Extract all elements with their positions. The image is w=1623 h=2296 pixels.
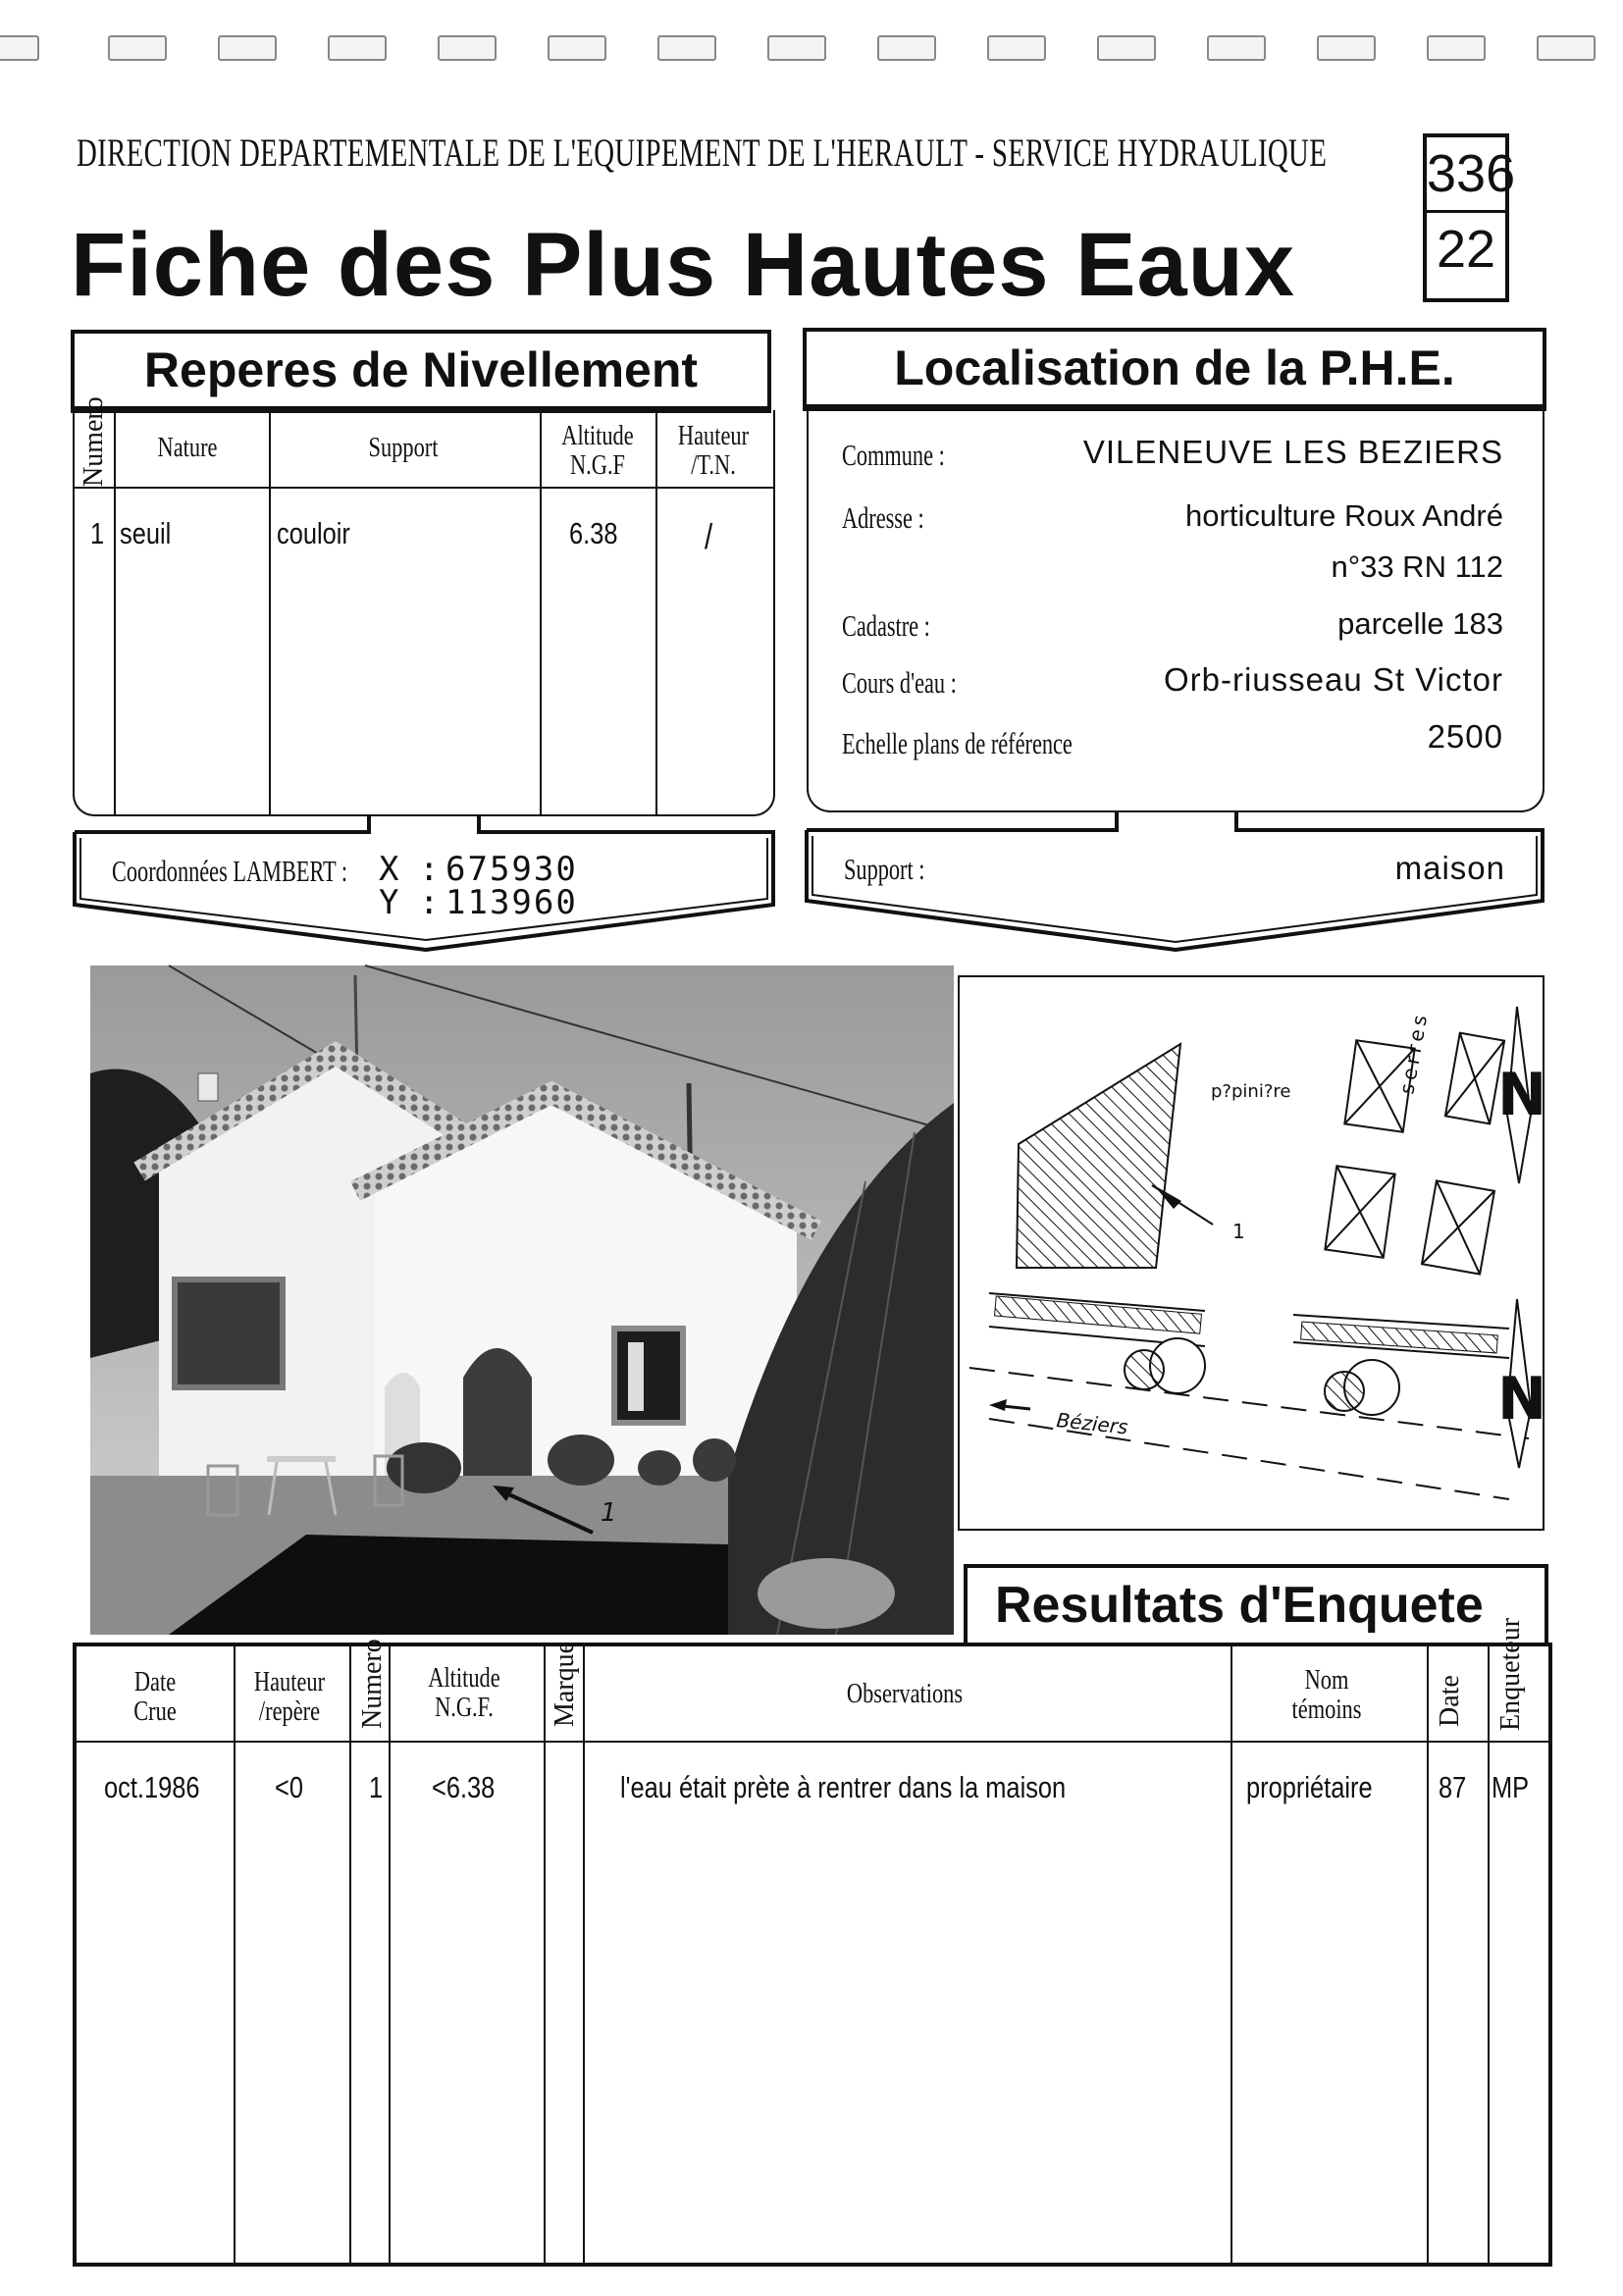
binder-hole: [548, 35, 606, 61]
coordinates-label: Coordonnées LAMBERT :: [112, 854, 348, 888]
cours-label: Cours d'eau :: [842, 665, 957, 700]
col-altitude: Altitude N.G.F: [561, 421, 634, 481]
enquete-title: Resultats d'Enquete: [995, 1577, 1484, 1634]
binder-hole: [218, 35, 277, 61]
enquete-table: [73, 1643, 1552, 2267]
adresse-line-2: n°33 RN 112: [1331, 549, 1503, 584]
row-temoins: propriétaire: [1246, 1770, 1373, 1804]
row-date: 87: [1439, 1770, 1467, 1804]
row-nature: seuil: [120, 516, 172, 550]
x-value: 675930: [445, 850, 578, 889]
adresse-label: Adresse :: [842, 500, 924, 535]
binder-hole: [0, 35, 39, 61]
binder-hole: [657, 35, 716, 61]
beziers-label: Béziers: [1055, 1408, 1129, 1439]
row-numero: 1: [369, 1770, 384, 1804]
echelle-label: Echelle plans de référence: [842, 726, 1073, 760]
binder-hole: [1537, 35, 1596, 61]
binder-hole: [328, 35, 387, 61]
col-nom-temoins: Nom témoins: [1291, 1665, 1362, 1725]
photo-marker: 1: [601, 1498, 617, 1528]
north-label-1: N: [1497, 1061, 1547, 1129]
support-value: maison: [1394, 850, 1505, 886]
echelle-value: 2500: [1427, 718, 1503, 755]
row-observations: l'eau était prète à rentrer dans la maison: [620, 1770, 1067, 1804]
row-hauteur: /: [705, 516, 713, 556]
binder-hole: [1207, 35, 1266, 61]
col-nature: Nature: [157, 433, 218, 463]
cadastre-label: Cadastre :: [842, 608, 930, 643]
cours-value: Orb-riusseau St Victor: [1163, 661, 1503, 698]
col-date-crue: Date Crue: [133, 1667, 177, 1727]
binder-hole: [767, 35, 826, 61]
col-numero: Numero: [79, 396, 109, 487]
binder-hole: [1427, 35, 1486, 61]
y-label: Y :: [379, 883, 440, 922]
house-photo: [90, 965, 954, 1635]
row-hauteur: <0: [275, 1770, 303, 1804]
building-hatched: [1017, 1044, 1180, 1268]
north-label-2: N: [1497, 1365, 1547, 1434]
col-marque: Marque: [550, 1641, 580, 1727]
binder-hole: [1097, 35, 1156, 61]
col-hauteur-repere: Hauteur /repère: [253, 1667, 326, 1727]
col-date: Date: [1435, 1675, 1465, 1727]
row-altitude: 6.38: [569, 516, 618, 550]
col-observations: Observations: [846, 1679, 964, 1709]
col-hauteur: Hauteur /T.N.: [677, 421, 750, 481]
reperes-title: Reperes de Nivellement: [71, 330, 771, 413]
plan-marker: 1: [1232, 1220, 1245, 1243]
commune-label: Commune :: [842, 438, 945, 472]
adresse-line-1: horticulture Roux André: [1185, 498, 1503, 533]
col-enqueteur: Enqueteur: [1495, 1617, 1526, 1731]
row-date-crue: oct.1986: [104, 1770, 200, 1804]
row-enqueteur: MP: [1492, 1770, 1530, 1804]
pepiniere-label: p?pini?re: [1211, 1081, 1291, 1102]
y-value: 113960: [445, 883, 578, 922]
sheet-number-box: [1423, 133, 1516, 302]
sheet-number-top: 336: [1427, 144, 1516, 203]
binder-hole: [1317, 35, 1376, 61]
commune-value: VILENEUVE LES BEZIERS: [1082, 434, 1503, 470]
binder-hole: [108, 35, 167, 61]
agency-header: DIRECTION DEPARTEMENTALE DE L'EQUIPEMENT DE L'HERAULT - SERVICE HYDRAULIQUE: [77, 130, 1328, 175]
col-altitude-ngf: Altitude N.G.F.: [428, 1663, 500, 1723]
col-numero: Numero: [357, 1639, 388, 1729]
binder-hole: [987, 35, 1046, 61]
row-numero: 1: [90, 516, 105, 550]
row-altitude: <6.38: [432, 1770, 496, 1804]
serres-label: serres: [1394, 1009, 1433, 1096]
support-label: Support :: [844, 852, 925, 886]
binder-hole: [877, 35, 936, 61]
cadastre-value: parcelle 183: [1337, 606, 1503, 641]
page-title: Fiche des Plus Hautes Eaux: [71, 215, 1296, 315]
localisation-title: Localisation de la P.H.E.: [803, 328, 1546, 411]
x-label: X :: [379, 850, 440, 889]
binder-hole: [438, 35, 497, 61]
row-support: couloir: [277, 516, 350, 550]
col-support: Support: [368, 433, 439, 463]
sheet-number-bottom: 22: [1427, 210, 1505, 286]
